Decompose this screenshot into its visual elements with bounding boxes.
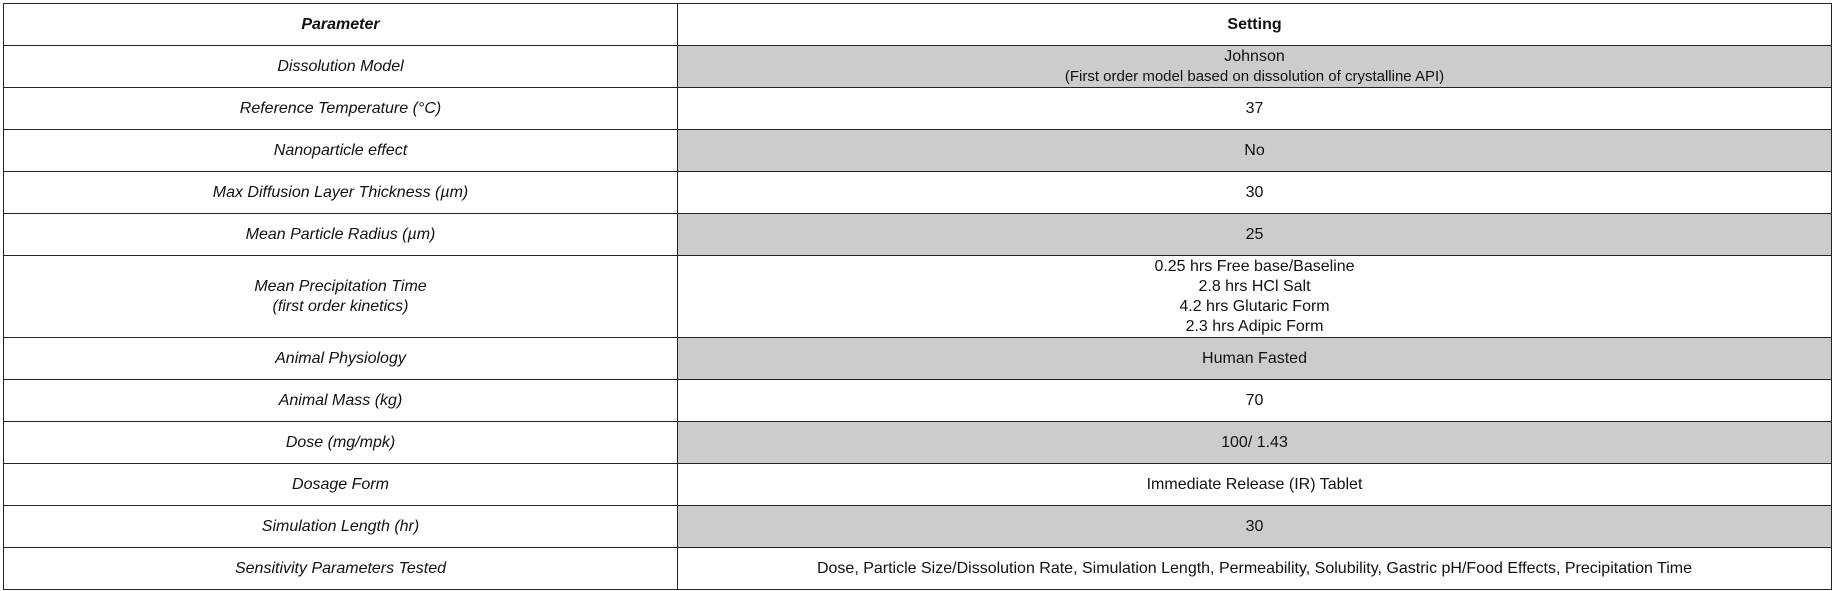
table-row (4, 548, 1832, 590)
setting-value: Johnson (1224, 47, 1285, 65)
setting-cell (678, 548, 1832, 590)
param-cell (4, 46, 678, 88)
param-cell (4, 338, 678, 380)
setting-value: 37 (1245, 99, 1264, 117)
setting-cell (678, 380, 1832, 422)
setting-value: 70 (1245, 391, 1264, 409)
param-cell (4, 172, 678, 214)
table-row (4, 130, 1832, 172)
setting-value: Immediate Release (IR) Tablet (1146, 475, 1363, 493)
setting-cell (678, 46, 1832, 88)
param-label: Dose (mg/mpk) (285, 433, 396, 451)
param-label: Mean Particle Radius (µm) (245, 225, 436, 243)
setting-value: No (1244, 141, 1265, 159)
param-label: Reference Temperature (°C) (239, 99, 442, 117)
param-cell (4, 422, 678, 464)
setting-cell (678, 130, 1832, 172)
param-label: Animal Mass (kg) (278, 391, 403, 409)
param-cell (4, 88, 678, 130)
parameter-settings-table (3, 3, 1832, 590)
param-sublabel: (first order kinetics) (272, 297, 409, 315)
setting-cell (678, 464, 1832, 506)
param-cell (4, 506, 678, 548)
param-cell (4, 548, 678, 590)
setting-value: 4.2 hrs Glutaric Form (1179, 297, 1330, 315)
param-label: Dosage Form (292, 475, 389, 493)
setting-value: 2.3 hrs Adipic Form (1185, 317, 1324, 335)
table-row (4, 172, 1832, 214)
setting-cell (678, 214, 1832, 256)
setting-value: 0.25 hrs Free base/Baseline (1154, 257, 1355, 275)
param-cell (4, 464, 678, 506)
param-label: Simulation Length (hr) (261, 517, 420, 535)
setting-cell (678, 256, 1832, 338)
table-row (4, 506, 1832, 548)
setting-cell (678, 338, 1832, 380)
setting-value: 100/ 1.43 (1221, 433, 1288, 451)
table-row (4, 256, 1832, 338)
param-cell (4, 130, 678, 172)
setting-value: 30 (1245, 517, 1264, 535)
param-cell (4, 380, 678, 422)
header-parameter: Parameter (4, 4, 678, 46)
setting-cell (678, 422, 1832, 464)
setting-value: Dose, Particle Size/Dissolution Rate, Simulation Length, Permeability, Solubility, Gastric pH/Food Effects, Precipitation Time (816, 559, 1693, 577)
table-row (4, 214, 1832, 256)
param-label: Animal Physiology (275, 349, 406, 367)
param-label: Max Diffusion Layer Thickness (µm) (212, 183, 469, 201)
setting-value: 25 (1245, 225, 1264, 243)
param-label: Nanoparticle effect (273, 141, 408, 159)
setting-value: 2.8 hrs HCl Salt (1198, 277, 1311, 295)
table-row (4, 88, 1832, 130)
table-row (4, 46, 1832, 88)
table-header-row (4, 4, 1832, 46)
header-setting: Setting (678, 4, 1832, 46)
param-label: Dissolution Model (277, 57, 404, 75)
setting-cell (678, 506, 1832, 548)
setting-cell (678, 88, 1832, 130)
table-row (4, 464, 1832, 506)
setting-note: (First order model based on dissolution of crystalline API) (1064, 67, 1445, 85)
param-cell (4, 214, 678, 256)
setting-value: Human Fasted (1202, 349, 1307, 367)
table-row (4, 422, 1832, 464)
setting-value: 30 (1245, 183, 1264, 201)
table-row (4, 380, 1832, 422)
setting-cell (678, 172, 1832, 214)
param-cell (4, 256, 678, 338)
param-label: Mean Precipitation Time (254, 277, 427, 295)
param-label: Sensitivity Parameters Tested (234, 559, 447, 577)
table-row (4, 338, 1832, 380)
